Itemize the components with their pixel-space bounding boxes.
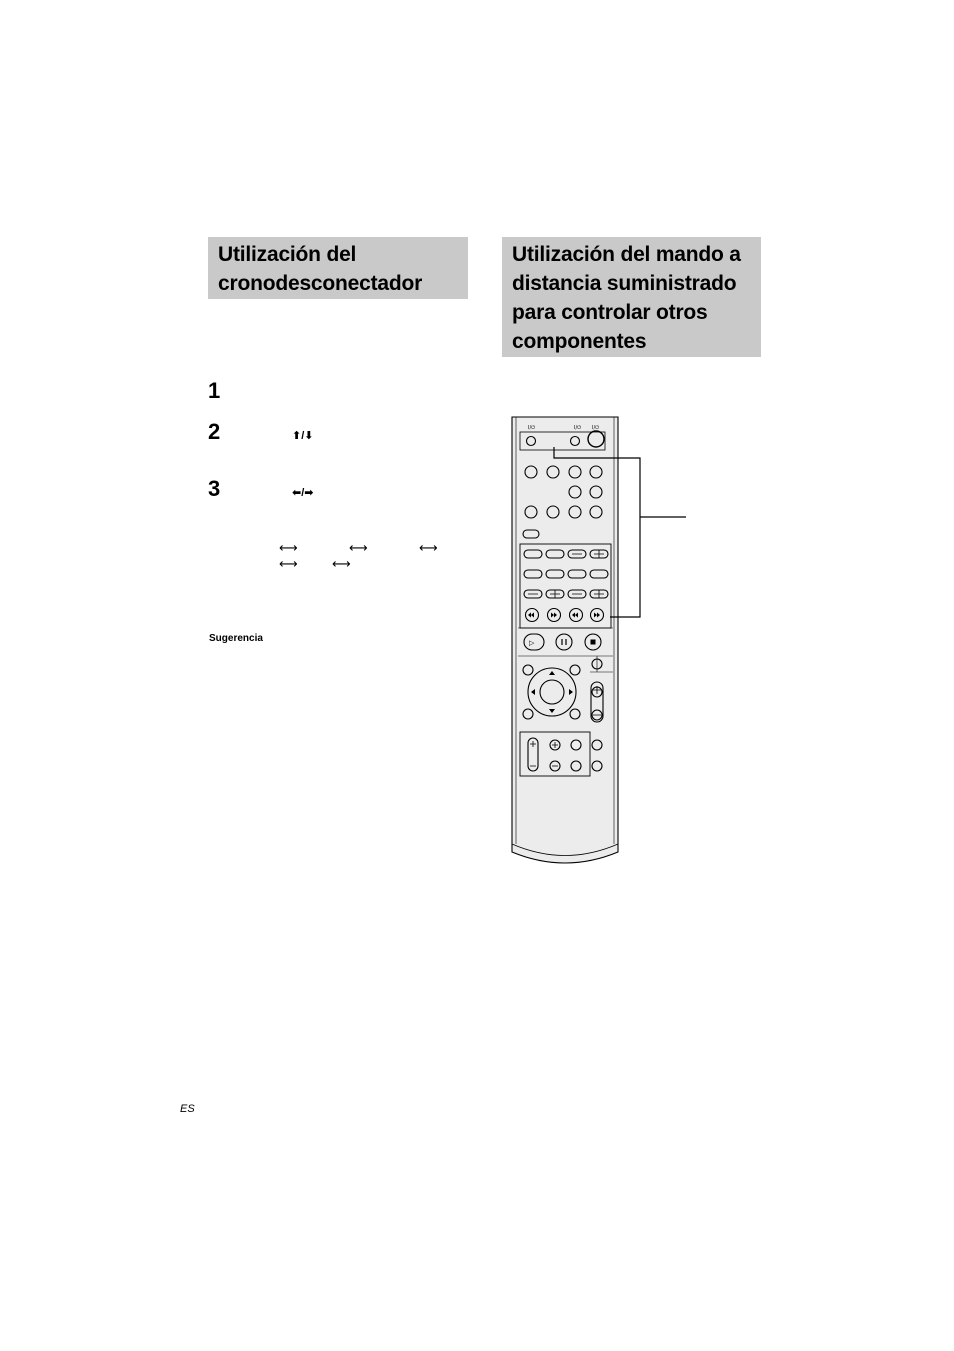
double-arrow-icon: ⟷ <box>279 556 298 571</box>
svg-text:I/⏻: I/⏻ <box>592 425 600 431</box>
step-number-3: 3 <box>208 476 221 501</box>
remote-control-illustration <box>500 412 690 872</box>
double-arrow-icon: ⟷ <box>419 540 438 555</box>
double-arrow-icon: ⟷ <box>279 540 298 555</box>
tip-label: Sugerencia <box>209 633 263 644</box>
double-arrow-icon: ⟷ <box>349 540 368 555</box>
up-down-arrow-icon: ⬆/⬇ <box>292 430 314 442</box>
svg-text:▷: ▷ <box>529 639 535 647</box>
double-arrow-icon: ⟷ <box>332 556 351 571</box>
svg-text:I/⏻: I/⏻ <box>574 425 582 431</box>
left-right-arrow-icon: ⬅/➡ <box>292 487 314 499</box>
section-heading-remote-control: Utilización del mando a distancia suministrado para controlar otros componentes <box>502 237 761 357</box>
page-language-code: ES <box>180 1103 195 1115</box>
remote-body <box>512 417 618 863</box>
step-number-2: 2 <box>208 419 221 444</box>
section-heading-sleep-timer: Utilización del cronodesconectador <box>208 237 468 299</box>
svg-text:I/⏻: I/⏻ <box>528 425 536 431</box>
step-number-1: 1 <box>208 378 221 403</box>
